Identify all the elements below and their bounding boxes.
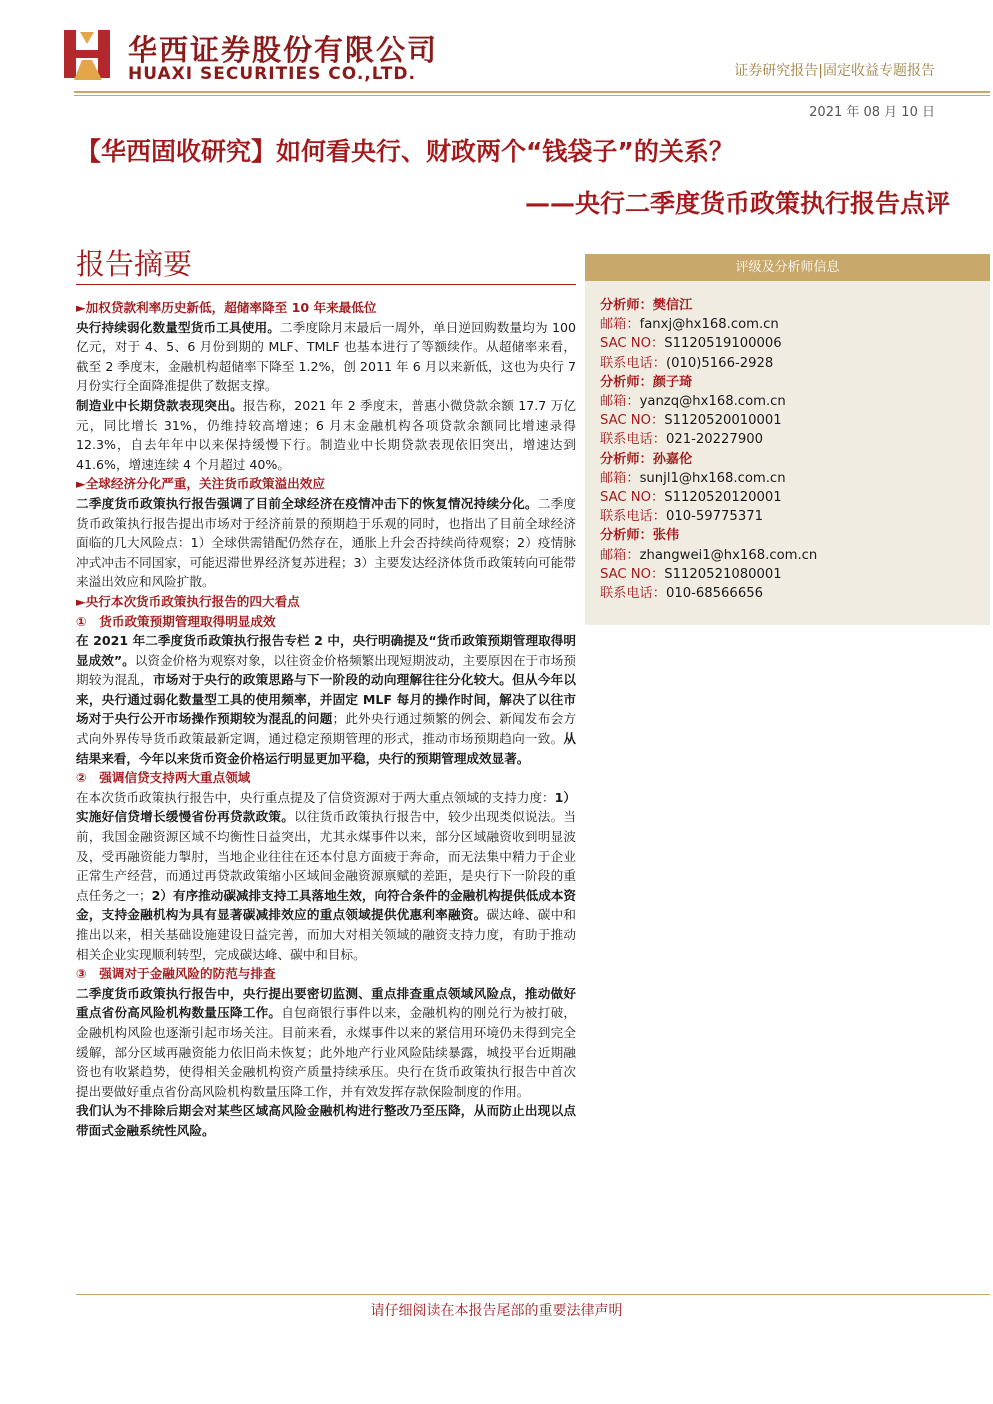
subsection-title-2: ② 强调信贷支持两大重点领域: [76, 770, 251, 786]
analyst-name: [600, 296, 980, 315]
analyst-phone: [600, 354, 980, 373]
analyst-email-label: 邮箱：: [600, 317, 640, 333]
analyst-phone-label: 联系电话：: [600, 355, 666, 371]
analyst-entry: [600, 526, 980, 603]
analyst-sac-value: S1120520120001: [664, 490, 782, 506]
analyst-phone: [600, 507, 980, 526]
paragraph-3: [76, 494, 576, 592]
analyst-email-label: 邮箱：: [600, 547, 640, 563]
paragraph-7: [76, 1101, 576, 1140]
analyst-phone-value: (010)5166-2928: [665, 355, 774, 371]
analyst-sac-label: SAC NO：: [600, 490, 665, 506]
paragraph-6: [76, 984, 576, 1102]
analyst-name-value: 樊信江: [652, 298, 693, 313]
report-title: 【华西固收研究】如何看央行、财政两个“钱袋子”的关系？: [76, 137, 734, 166]
analyst-sac-value: S1120519100006: [664, 336, 782, 352]
paragraph-1: [76, 318, 576, 396]
analyst-email[interactable]: [600, 546, 980, 565]
abstract-body: [76, 298, 576, 1141]
paragraph-2-text: 报告称，2021 年 2 季度末，普惠小微贷款余额 17.7 万亿元，同比增长 31%，仍维持较高增速；6 月末金融机构各项贷款余额同比增速录得 12.3%，自去年年中以来保持缓慢下行。制造业中长期贷款表现依旧突出，增速达到 41.6%，增速连续 4 个月超过 40%。: [76, 397, 577, 472]
analyst-email[interactable]: [600, 392, 980, 411]
legal-notice: 请仔细阅读在本报告尾部的重要法律声明: [370, 1303, 623, 1319]
paragraph-4-bold-2: 市场对于央行的政策思路与下一阶段的动向理解往往分化较大。但从今年以来，央行通过弱化数量型工具的使用频率，并固定 MLF 每月的操作时间，解决了以往市场对于央行公开市场操作预期较为混乱的问题: [76, 672, 577, 727]
analyst-name-value: 颜子琦: [652, 374, 693, 390]
report-date: 2021 年 08 月 10 日: [809, 105, 935, 120]
analyst-sac: [600, 565, 980, 584]
section-title-3: ►央行本次货币政策执行报告的四大看点: [76, 593, 300, 609]
analyst-name: [600, 526, 980, 545]
paragraph-2: [76, 396, 576, 474]
analyst-email-label: 邮箱：: [600, 394, 640, 410]
analyst-name-label: 分析师：: [600, 298, 653, 313]
section-title-1: ►加权贷款利率历史新低，超储率降至 10 年来最低位: [76, 300, 377, 315]
paragraph-5-text-3: 碳达峰、碳中和推出以来，相关基础设施建设日益完善，而加大对相关领域的融资支持力度，有助于推动相关企业实现顺利转型，完成碳达峰、碳中和目标。: [76, 907, 577, 962]
paragraph-4-lead: 在 2021 年二季度货币政策执行报告专栏 2 中，央行明确提及“货币政策预期管理取得明显成效”。: [76, 633, 576, 668]
paragraph-6-lead: 二季度货币政策执行报告中，央行提出要密切监测、重点排查重点领域风险点，推动做好重点省份高风险机构数量压降工作。: [76, 985, 576, 1021]
subsection-title-1: ① 货币政策预期管理取得明显成效: [76, 613, 276, 629]
analyst-phone-value: 010-68566656: [665, 586, 763, 602]
paragraph-5: [76, 788, 576, 964]
analyst-sac-value: S1120521080001: [664, 566, 782, 582]
analyst-email-value[interactable]: sunjl1@hx168.com.cn: [639, 470, 786, 486]
analyst-phone-label: 联系电话：: [600, 432, 666, 448]
paragraph-3-lead: 二季度货币政策执行报告强调了目前全球经济在疫情冲击下的恢复情况持续分化。: [76, 495, 538, 511]
analyst-phone-value: 010-59775371: [665, 509, 763, 525]
analyst-sac-label: SAC NO：: [600, 413, 665, 429]
analyst-name: [600, 373, 980, 392]
analyst-panel-header: 评级及分析师信息: [585, 254, 990, 281]
paragraph-1-lead: 央行持续弱化数量型货币工具使用。: [76, 319, 281, 335]
analyst-name-label: 分析师：: [600, 528, 653, 544]
huaxi-logo-icon: [62, 26, 112, 82]
analyst-sac-value: S1120520010001: [664, 413, 782, 429]
analyst-phone-value: 021-20227900: [665, 432, 763, 448]
paragraph-5-text-2: 以往货币政策执行报告中，较少出现类似说法。当前，我国金融资源区域不均衡性日益突出，尤其永煤事件以来，部分区域融资收到明显波及，受再融资能力掣肘，当地企业往往在还本付息方面疲于奔命，而无法集中精力于企业正常生产经营，而通过再贷款政策缩小区域间金融资源禀赋的差距，是央行下一阶段的重点任务之一；: [76, 809, 577, 903]
analyst-list: [600, 296, 980, 603]
analyst-sac: [600, 334, 980, 353]
report-category: 证券研究报告|固定收益专题报告: [734, 63, 935, 79]
company-name-cn: 华西证券股份有限公司: [128, 33, 439, 67]
company-name-en: HUAXI SECURITIES CO.,LTD.: [128, 64, 416, 84]
analyst-sac-label: SAC NO：: [600, 336, 665, 352]
analyst-phone-label: 联系电话：: [600, 509, 666, 525]
paragraph-5-bold-2: 2）有序推动碳减排支持工具落地生效，向符合条件的金融机构提供低成本资金，支持金融机构为具有显著碳减排效应的重点领域提供优惠利率融资。: [76, 887, 577, 923]
analyst-entry: [600, 296, 980, 373]
analyst-entry: [600, 450, 980, 527]
paragraph-5-bold-1: 1）实施好信贷增长缓慢省份再贷款政策。: [76, 789, 576, 825]
analyst-email-label: 邮箱：: [600, 470, 640, 486]
paragraph-7-lead: 我们认为不排除后期会对某些区域高风险金融机构进行整改乃至压降，从而防止出现以点带面式金融系统性风险。: [76, 1103, 576, 1138]
analyst-email-value[interactable]: zhangwei1@hx168.com.cn: [639, 547, 818, 563]
analyst-phone-label: 联系电话：: [600, 586, 666, 602]
abstract-heading: 报告摘要: [76, 247, 193, 281]
analyst-name: [600, 450, 980, 469]
paragraph-1-text: 二季度除月末最后一周外，单日逆回购数量均为 100 亿元，对于 4、5、6 月份到期的 MLF、TMLF 也基本进行了等额续作。从超储率来看，截至 2 季度末，金融机构超储率下降至 1.2%，创 2011 年 6 月以来新低，这也为央行 7 月份实行全面降准提供了数据支撑。: [76, 319, 577, 394]
paragraph-4-text-2: ；此外央行通过频繁的例会、新闻发布会方式向外界传导货币政策最新定调，通过稳定预期管理的形式，推动市场预期趋向一致。: [76, 711, 577, 747]
analyst-email[interactable]: [600, 469, 980, 488]
paragraph-2-lead: 制造业中长期贷款表现突出。: [76, 397, 243, 413]
abstract-divider: [76, 284, 576, 285]
paragraph-5-text-1: 在本次货币政策执行报告中，央行重点提及了信贷资源对于两大重点领域的支持力度：: [76, 789, 555, 805]
analyst-name-label: 分析师：: [600, 451, 653, 467]
analyst-sac: [600, 488, 980, 507]
analyst-name-value: 张伟: [652, 528, 680, 544]
paragraph-6-text: 自包商银行事件以来，金融机构的刚兑行为被打破，金融机构风险也逐渐引起市场关注。目前来看，永煤事件以来的紧信用环境仍未得到完全缓解，部分区域再融资能力依旧尚未恢复；此外地产行业风险陆续暴露，城投平台近期融资也有收紧趋势，使得相关金融机构资产质量持续承压。央行在货币政策执行报告中首次提出要做好重点省份高风险机构数量压降工作，并有效发挥存款保险制度的作用。: [76, 1005, 577, 1099]
analyst-name-label: 分析师：: [600, 374, 653, 390]
paragraph-3-text: 二季度货币政策执行报告提出市场对于经济前景的预期趋于乐观的同时，也指出了目前全球经济面临的几大风险点：1）全球供需错配仍然存在，通胀上升会否持续尚待观察；2）疫情脉冲式冲击不同国家，可能迟滞世界经济复苏进程；3）主要发达经济体货币政策转向可能带来溢出效应和风险扩散。: [76, 495, 577, 590]
analyst-phone: [600, 430, 980, 449]
report-subtitle: ——央行二季度货币政策执行报告点评: [524, 189, 950, 218]
paragraph-4-bold-3: 从结果来看，今年以来货币资金价格运行明显更加平稳，央行的预期管理成效显著。: [76, 731, 576, 766]
header-divider: [74, 91, 990, 93]
paragraph-4: [76, 631, 576, 768]
analyst-entry: [600, 373, 980, 450]
section-title-2: ►全球经济分化严重，关注货币政策溢出效应: [76, 476, 325, 492]
analyst-email[interactable]: [600, 315, 980, 334]
analyst-name-value: 孙嘉伦: [652, 451, 693, 467]
analyst-sac: [600, 411, 980, 430]
footer-divider: [76, 1294, 990, 1295]
analyst-email-value[interactable]: yanzq@hx168.com.cn: [639, 394, 786, 410]
analyst-sac-label: SAC NO：: [600, 566, 665, 582]
analyst-phone: [600, 584, 980, 603]
analyst-email-value[interactable]: fanxj@hx168.com.cn: [639, 317, 779, 333]
paragraph-4-text-1: 以资金价格为观察对象，以往资金价格频繁出现短期波动，主要原因在于市场预期较为混乱，: [76, 652, 577, 688]
header-divider-thin: [74, 95, 990, 96]
subsection-title-3: ③ 强调对于金融风险的防范与排查: [76, 966, 276, 982]
